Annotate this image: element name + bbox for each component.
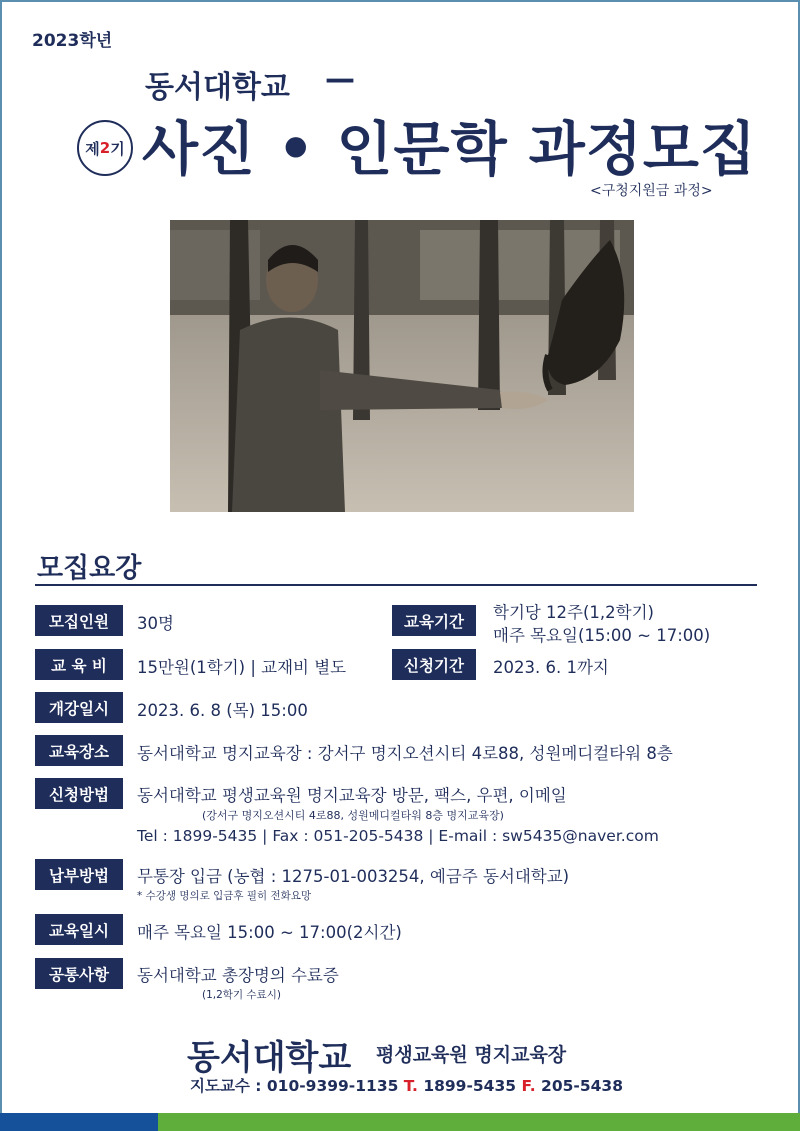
footer-org-name: 동서대학교: [187, 1038, 352, 1078]
label-common: 공통사항: [35, 958, 123, 989]
value-location: 동서대학교 명지교육장 : 강서구 명지오션시티 4로88, 성원메디컬타워 8층: [137, 744, 673, 763]
label-method: 신청방법: [35, 778, 123, 809]
footer-bar-green: [158, 1113, 800, 1131]
tel-mark: T.: [403, 1077, 418, 1095]
tel-number: 1899-5435: [423, 1077, 517, 1095]
fax-number: 205-5438: [541, 1077, 623, 1095]
page-title: 사진 • 인문학 과정모집: [142, 115, 757, 183]
label-schedule: 교육일시: [35, 914, 123, 945]
method-address: (강서구 명지오션시티 4로88, 성원메디컬타워 8층 명지교육장): [202, 809, 504, 822]
funding-note: <구청지원금 과정>: [590, 183, 713, 199]
common-note: (1,2학기 수료시): [202, 989, 281, 1001]
label-payment: 납부방법: [35, 859, 123, 890]
value-period-line2: 매주 목요일(15:00 ~ 17:00): [493, 626, 711, 645]
label-location: 교육장소: [35, 735, 123, 766]
footer-org-sub: 평생교육원 명지교육장: [376, 1044, 567, 1066]
value-apply-period: 2023. 6. 1까지: [493, 658, 609, 677]
label-fee: 교 육 비: [35, 649, 123, 680]
section-title: 모집요강: [37, 553, 142, 584]
label-opening: 개강일시: [35, 692, 123, 723]
advisor-phone: 지도교수 : 010-9399-1135: [190, 1077, 399, 1095]
footer-bar-blue: [0, 1113, 158, 1131]
label-capacity: 모집인원: [35, 605, 123, 636]
value-opening: 2023. 6. 8 (목) 15:00: [137, 701, 308, 720]
method-contact: Tel : 1899-5435 | Fax : 051-205-5438 | E-mail : sw5435@naver.com: [137, 827, 659, 845]
payment-note: * 수강생 명의로 입금후 필히 전화요망: [137, 890, 312, 902]
label-apply-period: 신청기간: [392, 649, 476, 680]
value-fee: 15만원(1학기) | 교재비 별도: [137, 658, 347, 677]
photo-illustration: [170, 220, 634, 512]
badge-prefix: 제: [85, 139, 100, 158]
academic-year: 2023학년: [32, 31, 113, 51]
value-schedule: 매주 목요일 15:00 ~ 17:00(2시간): [137, 923, 402, 942]
feature-photo: [170, 220, 634, 512]
badge-number: 2: [99, 139, 111, 157]
value-period-line1: 학기당 12주(1,2학기): [493, 603, 654, 622]
fax-mark: F.: [521, 1077, 536, 1095]
label-period: 교육기간: [392, 605, 476, 636]
university-subtitle: 동서대학교: [145, 70, 290, 105]
value-method: 동서대학교 평생교육원 명지교육장 방문, 팩스, 우편, 이메일: [137, 786, 567, 805]
value-common: 동서대학교 총장명의 수료증: [137, 966, 339, 985]
footer-contact: [190, 1074, 623, 1096]
value-payment: 무통장 입금 (농협 : 1275-01-003254, 예금주 동서대학교): [137, 867, 570, 886]
value-capacity: 30명: [137, 614, 174, 633]
section-divider: [35, 584, 757, 586]
badge-suffix: 기: [110, 139, 125, 158]
subtitle-dash: —: [325, 62, 355, 97]
cohort-badge: [77, 120, 133, 176]
